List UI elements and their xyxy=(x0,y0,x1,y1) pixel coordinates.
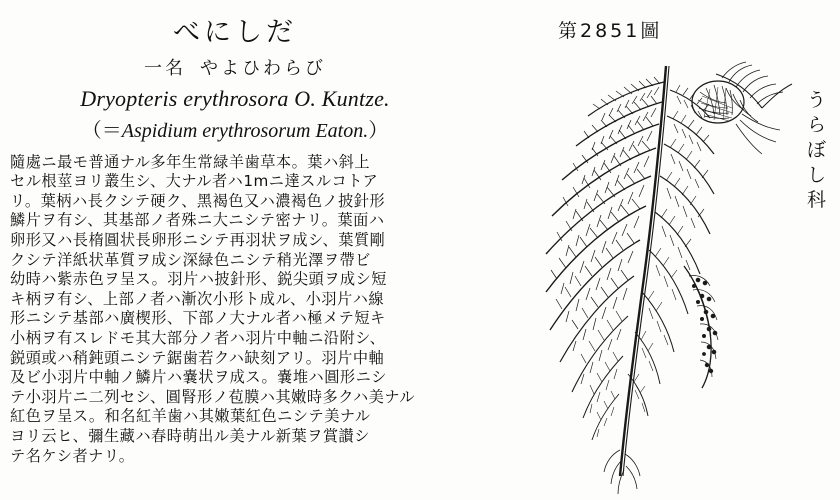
side-label-char: ぼ xyxy=(806,139,827,161)
body-line: 幼時ハ紫赤色ヲ呈ス。羽片ハ披針形、鋭尖頭ヲ成シ短 xyxy=(10,270,387,289)
side-label-char: し xyxy=(806,164,827,186)
alias-line xyxy=(10,54,460,80)
synonym-open-paren: （＝ xyxy=(81,119,122,142)
synonym-author: Eaton. xyxy=(315,119,369,142)
crozier-rhizome-detail xyxy=(692,62,792,154)
body-line: 形ニシテ基部ハ廣楔形、下部ノ大ナル者ハ極メテ短キ xyxy=(10,309,386,328)
fern-frond-illustration xyxy=(470,30,800,498)
synonym-name xyxy=(10,114,460,143)
side-label-char: う xyxy=(806,89,827,111)
alias-prefix: 一名 xyxy=(144,57,186,79)
body-line: テ小羽片ニ二列セシ、圓腎形ノ苞膜ハ其嫩時多クハ美ナル xyxy=(10,387,415,406)
figure-number: 第2851圖 xyxy=(558,20,663,42)
body-line: リ。葉柄ハ長クシテ硬ク、黑褐色又ハ濃褐色ノ披針形 xyxy=(10,191,386,210)
scientific-name xyxy=(10,86,460,112)
body-line: クシテ洋紙状革質ヲ成シ深緑色ニシテ稍光澤ヲ帶ビ xyxy=(10,250,371,269)
body-line: テ名ケシ者ナリ。 xyxy=(10,446,135,465)
side-label-vertical xyxy=(804,88,830,213)
body-line: 紅色ヲ呈ス。和名紅羊歯ハ其嫩葉紅色ニシテ美ナル xyxy=(10,407,371,426)
body-line: 小柄ヲ有スレドモ其大部分ノ者ハ羽片中軸ニ沿附シ、 xyxy=(10,329,386,348)
alias-name: やよひわらび xyxy=(200,57,326,79)
page-title: べにしだ xyxy=(173,17,297,48)
synonym-binomial: Aspidium erythrosorum xyxy=(121,119,311,142)
side-label-char: 科 xyxy=(806,189,827,211)
synonym-close-paren: ） xyxy=(368,119,389,142)
sorus-detail-segment xyxy=(684,266,718,388)
body-line: 及ビ小羽片中軸ノ鱗片ハ嚢状ヲ成ス。嚢堆ハ圓形ニシ xyxy=(10,368,387,387)
side-label-char: ら xyxy=(806,114,827,136)
scientific-author: O. Kuntze. xyxy=(294,85,390,111)
body-text xyxy=(10,153,460,467)
body-line: 卵形又ハ長楕圓状長卵形ニシテ再羽状ヲ成シ、葉質剛 xyxy=(10,231,386,250)
body-line: 隨處ニ最モ普通ナル多年生常緑羊歯草本。葉ハ斜上 xyxy=(10,152,371,171)
body-line: キ柄ヲ有シ、上部ノ者ハ漸次小形ト成ル、小羽片ハ線 xyxy=(10,289,385,308)
body-line: 鋭頭或ハ稍鈍頭ニシテ鋸歯若クハ缺刻アリ。羽片中軸 xyxy=(10,348,385,367)
body-line: ヨリ云ヒ、彌生藏ハ春時萌出ル美ナル新葉ヲ賞讃シ xyxy=(10,427,370,445)
scientific-binomial: Dryopteris erythrosora xyxy=(80,85,289,111)
figure-area xyxy=(470,0,840,500)
body-line: 鱗片ヲ有シ、其基部ノ者殊ニ大ニシテ密ナリ。葉面ハ xyxy=(10,211,385,230)
body-line: セル根莖ヨリ叢生シ、大ナル者ハ1mニ達スルコトア xyxy=(10,172,379,191)
title-block xyxy=(10,18,460,143)
